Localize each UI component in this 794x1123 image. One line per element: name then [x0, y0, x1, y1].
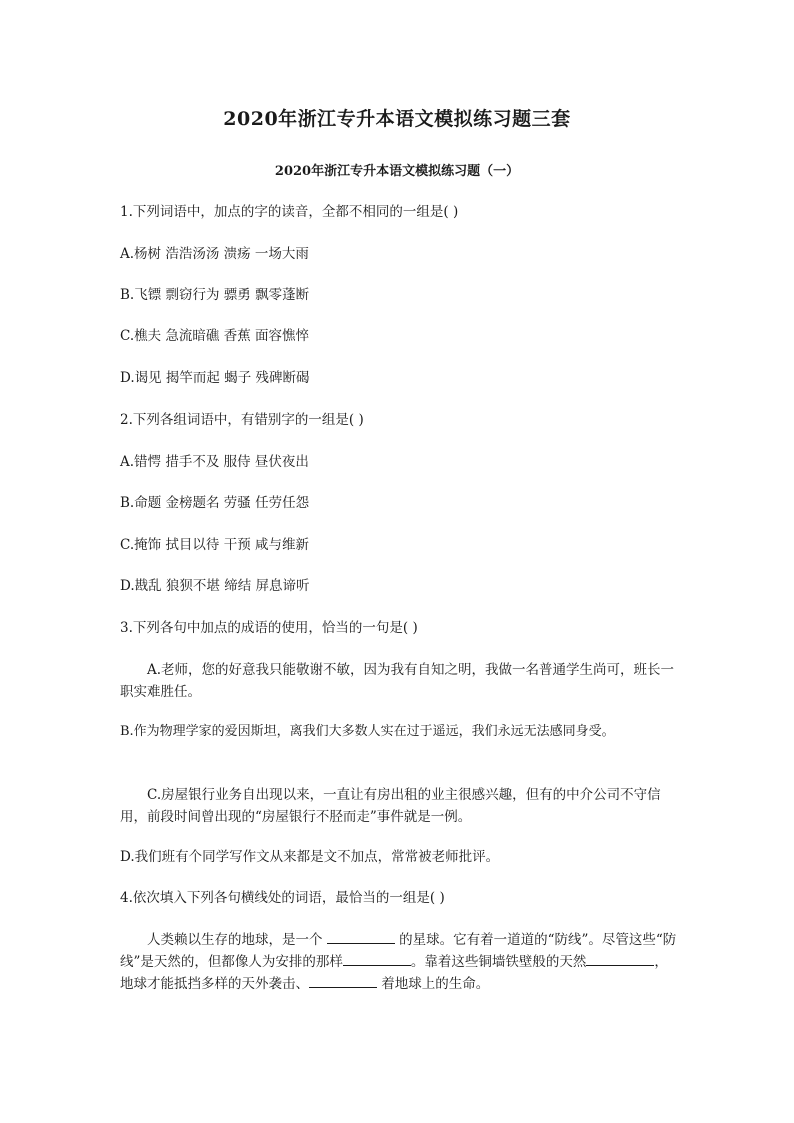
question-1-stem: 1.下列词语中，加点的字的读音，全都不相同的一组是( ) [120, 204, 459, 220]
question-4-stem: 4.依次填入下列各句横线处的词语，最恰当的一组是( ) [120, 890, 445, 906]
passage-part-5: 着地球上的生命。 [381, 976, 490, 992]
passage-part-3: 。靠着这些铜墙铁壁般的天然 [410, 954, 587, 970]
question-1-option-a: A.杨树 浩浩汤汤 溃疡 一场大雨 [120, 246, 309, 262]
fill-blank-4 [309, 973, 377, 988]
question-2-stem: 2.下列各组词语中，有错别字的一组是( ) [120, 412, 364, 428]
question-1-option-b: B.飞镖 剽窃行为 骠勇 飘零蓬断 [120, 287, 310, 303]
question-3-option-b: B.作为物理学家的爱因斯坦，离我们大多数人实在过于遥远，我们永远无法感同身受。 [120, 724, 615, 739]
fill-blank-3 [586, 951, 654, 966]
section-title: 2020年浙江专升本语文模拟练习题（一） [274, 164, 520, 179]
question-2-option-d: D.戡乱 狼狈不堪 缔结 屏息谛听 [120, 578, 310, 594]
question-3-option-a: A.老师，您的好意我只能敬谢不敏，因为我有自知之明，我做一名普通学生尚可，班长一职实难胜任。 [120, 662, 675, 700]
passage-part-1: 人类赖以生存的地球，是一个 [147, 932, 323, 948]
question-1-option-c: C.樵夫 急流暗礁 香蕉 面容憔悴 [120, 328, 310, 344]
question-4-passage [120, 929, 680, 995]
passage-part-4: ，地球才能抵挡多样的天外袭击、 [120, 954, 668, 992]
question-2-option-a: A.错愕 措手不及 服侍 昼伏夜出 [120, 454, 309, 470]
question-2-option-b: B.命题 金榜题名 劳骚 任劳任怨 [120, 495, 310, 511]
fill-blank-2 [343, 951, 411, 966]
document-title: 2020年浙江专升本语文模拟练习题三套 [223, 108, 571, 130]
question-3-stem: 3.下列各句中加点的成语的使用，恰当的一句是( ) [120, 620, 418, 636]
question-3-option-d: D.我们班有个同学写作文从来都是文不加点，常常被老师批评。 [120, 849, 500, 865]
passage-part-2: 的星球。它有着一道道的“防线”。尽管这些“防线”是天然的，但都像人为安排的那样 [120, 932, 677, 970]
question-1-option-d: D.谒见 揭竿而起 蝎子 残碑断碣 [120, 370, 310, 386]
question-2-option-c: C.掩饰 拭目以待 干预 咸与维新 [120, 537, 310, 553]
question-3-option-c: C.房屋银行业务自出现以来，一直让有房出租的业主很感兴趣，但有的中介公司不守信用，前段时间曾出现的“房屋银行不胫而走”事件就是一例。 [120, 787, 661, 825]
fill-blank-1 [327, 929, 395, 944]
